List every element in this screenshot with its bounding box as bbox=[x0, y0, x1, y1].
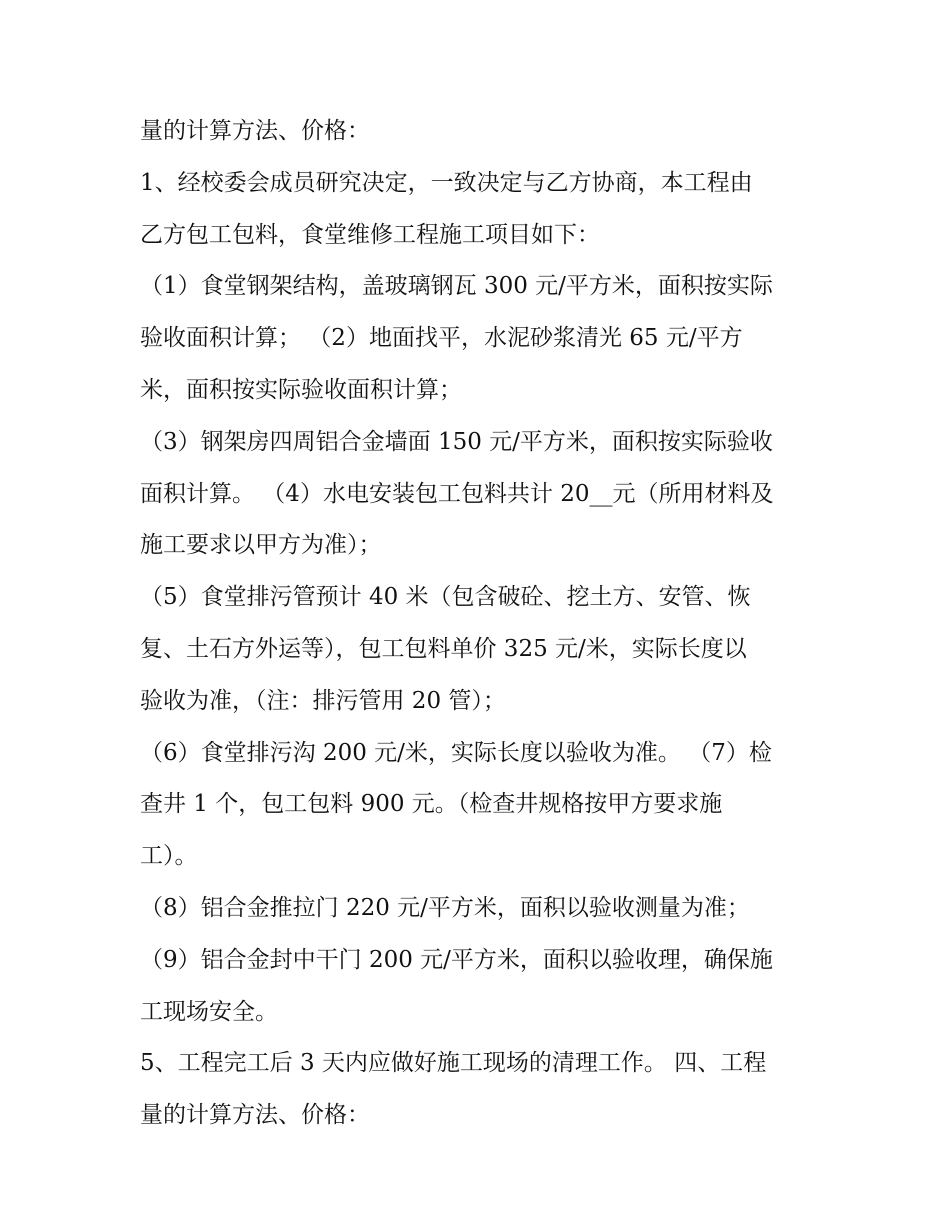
text-line: 乙方包工包料，食堂维修工程施工项目如下： bbox=[140, 221, 600, 248]
text-line: 量的计算方法、价格： bbox=[140, 118, 370, 144]
text-line: （1）食堂钢架结构，盖玻璃钢瓦 300 元/平方米，面积按实际 bbox=[140, 273, 773, 300]
text-line: 1、经校委会成员研究决定，一致决定与乙方协商，本工程由 bbox=[140, 169, 753, 196]
text-line: （5）食堂排污管预计 40 米（包含破砼、挖土方、安管、恢 bbox=[140, 584, 751, 611]
text-line: （8）铝合金推拉门 220 元/平方米，面积以验收测量为准； bbox=[140, 894, 750, 921]
text-line: 施工要求以甲方为准）； bbox=[140, 532, 382, 559]
text-line: 工现场安全。 bbox=[140, 998, 278, 1025]
text-line: 工）。 bbox=[140, 843, 198, 870]
text-line: 5、工程完工后 3 天内应做好施工现场的清理工作。 四、工程 bbox=[140, 1050, 767, 1077]
text-line: （6）食堂排污沟 200 元/米，实际长度以验收为准。 （7）检 bbox=[140, 739, 772, 766]
text-line: 量的计算方法、价格： bbox=[140, 1102, 370, 1129]
text-line: 米，面积按实际验收面积计算； bbox=[140, 376, 462, 403]
document-body bbox=[140, 106, 820, 1142]
text-line: （9）铝合金封中干门 200 元/平方米，面积以验收理，确保施 bbox=[140, 946, 773, 973]
text-line: （3）钢架房四周铝合金墙面 150 元/平方米，面积按实际验收 bbox=[140, 428, 773, 455]
text-line: 查井 1 个，包工包料 900 元。（检查井规格按甲方要求施 bbox=[140, 791, 723, 818]
text-line: 复、土石方外运等），包工包料单价 325 元/米，实际长度以 bbox=[140, 635, 747, 662]
text-line: 验收为准，（注：排污管用 20 管）； bbox=[140, 687, 506, 714]
text-line: 面积计算。 （4）水电安装包工包料共计 20__元（所用材料及 bbox=[140, 480, 774, 507]
text-line: 验收面积计算； （2）地面找平，水泥砂浆清光 65 元/平方 bbox=[140, 325, 743, 352]
